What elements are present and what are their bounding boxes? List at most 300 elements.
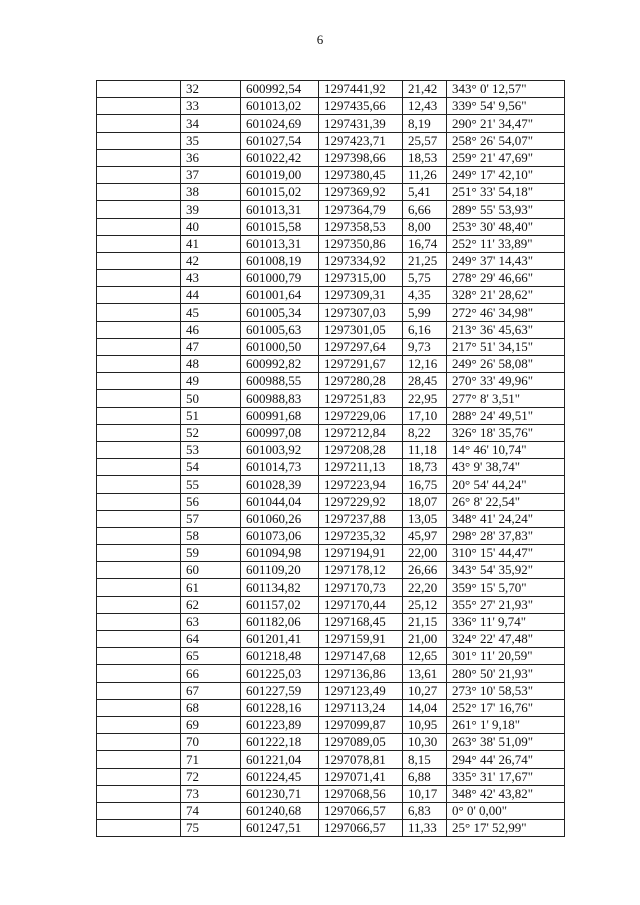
empty-cell	[97, 682, 181, 699]
x-coordinate-cell: 601230,71	[241, 785, 319, 802]
y-coordinate-cell: 1297350,86	[319, 235, 403, 252]
bearing-cell: 252° 11' 33,89"	[447, 235, 565, 252]
table-row	[97, 184, 565, 201]
distance-cell: 11,33	[403, 820, 447, 837]
bearing-cell: 263° 38' 51,09"	[447, 734, 565, 751]
bearing-cell: 217° 51' 34,15"	[447, 338, 565, 355]
point-number-cell: 41	[181, 235, 241, 252]
distance-cell: 8,22	[403, 424, 447, 441]
point-number-cell: 43	[181, 270, 241, 287]
point-number-cell: 72	[181, 768, 241, 785]
point-number-cell: 46	[181, 321, 241, 338]
x-coordinate-cell: 600992,54	[241, 81, 319, 98]
y-coordinate-cell: 1297280,28	[319, 373, 403, 390]
empty-cell	[97, 252, 181, 269]
y-coordinate-cell: 1297334,92	[319, 252, 403, 269]
distance-cell: 12,65	[403, 648, 447, 665]
distance-cell: 11,26	[403, 166, 447, 183]
x-coordinate-cell: 601015,58	[241, 218, 319, 235]
empty-cell	[97, 287, 181, 304]
bearing-cell: 348° 41' 24,24"	[447, 510, 565, 527]
point-number-cell: 69	[181, 716, 241, 733]
point-number-cell: 74	[181, 802, 241, 819]
empty-cell	[97, 373, 181, 390]
point-number-cell: 38	[181, 184, 241, 201]
empty-cell	[97, 768, 181, 785]
empty-cell	[97, 459, 181, 476]
distance-cell: 5,41	[403, 184, 447, 201]
point-number-cell: 63	[181, 613, 241, 630]
x-coordinate-cell: 601028,39	[241, 476, 319, 493]
distance-cell: 25,12	[403, 596, 447, 613]
point-number-cell: 61	[181, 579, 241, 596]
point-number-cell: 67	[181, 682, 241, 699]
distance-cell: 21,25	[403, 252, 447, 269]
x-coordinate-cell: 601027,54	[241, 132, 319, 149]
table-row	[97, 166, 565, 183]
point-number-cell: 48	[181, 356, 241, 373]
bearing-cell: 249° 17' 42,10"	[447, 166, 565, 183]
y-coordinate-cell: 1297211,13	[319, 459, 403, 476]
bearing-cell: 288° 24' 49,51"	[447, 407, 565, 424]
table-row	[97, 115, 565, 132]
distance-cell: 14,04	[403, 699, 447, 716]
point-number-cell: 32	[181, 81, 241, 98]
point-number-cell: 36	[181, 149, 241, 166]
x-coordinate-cell: 601013,31	[241, 201, 319, 218]
empty-cell	[97, 304, 181, 321]
table-row	[97, 149, 565, 166]
point-number-cell: 75	[181, 820, 241, 837]
y-coordinate-cell: 1297229,06	[319, 407, 403, 424]
point-number-cell: 39	[181, 201, 241, 218]
empty-cell	[97, 356, 181, 373]
bearing-cell: 339° 54' 9,56"	[447, 98, 565, 115]
table-row	[97, 631, 565, 648]
table-row	[97, 424, 565, 441]
y-coordinate-cell: 1297078,81	[319, 751, 403, 768]
x-coordinate-cell: 601003,92	[241, 441, 319, 458]
point-number-cell: 65	[181, 648, 241, 665]
y-coordinate-cell: 1297364,79	[319, 201, 403, 218]
table-row	[97, 287, 565, 304]
bearing-cell: 290° 21' 34,47"	[447, 115, 565, 132]
y-coordinate-cell: 1297071,41	[319, 768, 403, 785]
y-coordinate-cell: 1297178,12	[319, 562, 403, 579]
y-coordinate-cell: 1297369,92	[319, 184, 403, 201]
table-row	[97, 493, 565, 510]
y-coordinate-cell: 1297066,57	[319, 820, 403, 837]
empty-cell	[97, 390, 181, 407]
point-number-cell: 33	[181, 98, 241, 115]
distance-cell: 4,35	[403, 287, 447, 304]
empty-cell	[97, 407, 181, 424]
table-row	[97, 820, 565, 837]
bearing-cell: 278° 29' 46,66"	[447, 270, 565, 287]
point-number-cell: 45	[181, 304, 241, 321]
bearing-cell: 289° 55' 53,93"	[447, 201, 565, 218]
y-coordinate-cell: 1297431,39	[319, 115, 403, 132]
x-coordinate-cell: 601005,63	[241, 321, 319, 338]
bearing-cell: 25° 17' 52,99"	[447, 820, 565, 837]
table-row	[97, 373, 565, 390]
bearing-cell: 336° 11' 9,74"	[447, 613, 565, 630]
table-row	[97, 751, 565, 768]
y-coordinate-cell: 1297291,67	[319, 356, 403, 373]
table-row	[97, 545, 565, 562]
empty-cell	[97, 270, 181, 287]
point-number-cell: 66	[181, 665, 241, 682]
distance-cell: 28,45	[403, 373, 447, 390]
bearing-cell: 343° 0' 12,57"	[447, 81, 565, 98]
bearing-cell: 261° 1' 9,18"	[447, 716, 565, 733]
bearing-cell: 253° 30' 48,40"	[447, 218, 565, 235]
distance-cell: 17,10	[403, 407, 447, 424]
table-row	[97, 802, 565, 819]
bearing-cell: 277° 8' 3,51"	[447, 390, 565, 407]
distance-cell: 10,95	[403, 716, 447, 733]
table-row	[97, 441, 565, 458]
y-coordinate-cell: 1297089,05	[319, 734, 403, 751]
x-coordinate-cell: 601157,02	[241, 596, 319, 613]
bearing-cell: 301° 11' 20,59"	[447, 648, 565, 665]
point-number-cell: 40	[181, 218, 241, 235]
y-coordinate-cell: 1297441,92	[319, 81, 403, 98]
distance-cell: 21,00	[403, 631, 447, 648]
empty-cell	[97, 665, 181, 682]
bearing-cell: 213° 36' 45,63"	[447, 321, 565, 338]
distance-cell: 13,61	[403, 665, 447, 682]
bearing-cell: 0° 0' 0,00"	[447, 802, 565, 819]
x-coordinate-cell: 601182,06	[241, 613, 319, 630]
point-number-cell: 64	[181, 631, 241, 648]
x-coordinate-cell: 601224,45	[241, 768, 319, 785]
empty-cell	[97, 613, 181, 630]
x-coordinate-cell: 601044,04	[241, 493, 319, 510]
x-coordinate-cell: 600988,83	[241, 390, 319, 407]
table-row	[97, 579, 565, 596]
point-number-cell: 50	[181, 390, 241, 407]
empty-cell	[97, 716, 181, 733]
empty-cell	[97, 734, 181, 751]
x-coordinate-cell: 601218,48	[241, 648, 319, 665]
table-row	[97, 665, 565, 682]
distance-cell: 8,00	[403, 218, 447, 235]
empty-cell	[97, 338, 181, 355]
empty-cell	[97, 149, 181, 166]
y-coordinate-cell: 1297159,91	[319, 631, 403, 648]
distance-cell: 45,97	[403, 527, 447, 544]
y-coordinate-cell: 1297237,88	[319, 510, 403, 527]
bearing-cell: 43° 9' 38,74"	[447, 459, 565, 476]
table-row	[97, 734, 565, 751]
distance-cell: 6,16	[403, 321, 447, 338]
bearing-cell: 20° 54' 44,24"	[447, 476, 565, 493]
x-coordinate-cell: 601201,41	[241, 631, 319, 648]
empty-cell	[97, 562, 181, 579]
point-number-cell: 62	[181, 596, 241, 613]
bearing-cell: 343° 54' 35,92"	[447, 562, 565, 579]
distance-cell: 25,57	[403, 132, 447, 149]
x-coordinate-cell: 601000,79	[241, 270, 319, 287]
empty-cell	[97, 201, 181, 218]
empty-cell	[97, 115, 181, 132]
x-coordinate-cell: 601094,98	[241, 545, 319, 562]
table-row	[97, 390, 565, 407]
point-number-cell: 57	[181, 510, 241, 527]
y-coordinate-cell: 1297068,56	[319, 785, 403, 802]
point-number-cell: 56	[181, 493, 241, 510]
distance-cell: 12,43	[403, 98, 447, 115]
table-row	[97, 510, 565, 527]
x-coordinate-cell: 601134,82	[241, 579, 319, 596]
x-coordinate-cell: 601013,02	[241, 98, 319, 115]
distance-cell: 21,15	[403, 613, 447, 630]
empty-cell	[97, 321, 181, 338]
empty-cell	[97, 184, 181, 201]
x-coordinate-cell: 601015,02	[241, 184, 319, 201]
point-number-cell: 42	[181, 252, 241, 269]
table-row	[97, 81, 565, 98]
x-coordinate-cell: 601019,00	[241, 166, 319, 183]
bearing-cell: 258° 26' 54,07"	[447, 132, 565, 149]
table-row	[97, 527, 565, 544]
distance-cell: 11,18	[403, 441, 447, 458]
distance-cell: 10,27	[403, 682, 447, 699]
empty-cell	[97, 218, 181, 235]
point-number-cell: 71	[181, 751, 241, 768]
distance-cell: 26,66	[403, 562, 447, 579]
x-coordinate-cell: 601024,69	[241, 115, 319, 132]
distance-cell: 18,73	[403, 459, 447, 476]
y-coordinate-cell: 1297066,57	[319, 802, 403, 819]
y-coordinate-cell: 1297301,05	[319, 321, 403, 338]
x-coordinate-cell: 601227,59	[241, 682, 319, 699]
y-coordinate-cell: 1297297,64	[319, 338, 403, 355]
table-row	[97, 304, 565, 321]
point-number-cell: 53	[181, 441, 241, 458]
table-row	[97, 562, 565, 579]
y-coordinate-cell: 1297309,31	[319, 287, 403, 304]
y-coordinate-cell: 1297147,68	[319, 648, 403, 665]
empty-cell	[97, 785, 181, 802]
bearing-cell: 252° 17' 16,76"	[447, 699, 565, 716]
table-row	[97, 235, 565, 252]
x-coordinate-cell: 600988,55	[241, 373, 319, 390]
y-coordinate-cell: 1297170,73	[319, 579, 403, 596]
point-number-cell: 55	[181, 476, 241, 493]
y-coordinate-cell: 1297358,53	[319, 218, 403, 235]
bearing-cell: 270° 33' 49,96"	[447, 373, 565, 390]
bearing-cell: 359° 15' 5,70"	[447, 579, 565, 596]
point-number-cell: 73	[181, 785, 241, 802]
x-coordinate-cell: 601001,64	[241, 287, 319, 304]
empty-cell	[97, 476, 181, 493]
y-coordinate-cell: 1297223,94	[319, 476, 403, 493]
distance-cell: 12,16	[403, 356, 447, 373]
x-coordinate-cell: 601109,20	[241, 562, 319, 579]
bearing-cell: 310° 15' 44,47"	[447, 545, 565, 562]
table-row	[97, 252, 565, 269]
distance-cell: 10,17	[403, 785, 447, 802]
bearing-cell: 251° 33' 54,18"	[447, 184, 565, 201]
point-number-cell: 44	[181, 287, 241, 304]
x-coordinate-cell: 601247,51	[241, 820, 319, 837]
table-row	[97, 648, 565, 665]
table-row	[97, 321, 565, 338]
y-coordinate-cell: 1297194,91	[319, 545, 403, 562]
y-coordinate-cell: 1297208,28	[319, 441, 403, 458]
empty-cell	[97, 510, 181, 527]
distance-cell: 22,00	[403, 545, 447, 562]
table-row	[97, 356, 565, 373]
bearing-cell: 26° 8' 22,54"	[447, 493, 565, 510]
bearing-cell: 335° 31' 17,67"	[447, 768, 565, 785]
table-row	[97, 716, 565, 733]
point-number-cell: 37	[181, 166, 241, 183]
x-coordinate-cell: 601222,18	[241, 734, 319, 751]
bearing-cell: 249° 37' 14,43"	[447, 252, 565, 269]
empty-cell	[97, 81, 181, 98]
y-coordinate-cell: 1297380,45	[319, 166, 403, 183]
y-coordinate-cell: 1297435,66	[319, 98, 403, 115]
y-coordinate-cell: 1297398,66	[319, 149, 403, 166]
distance-cell: 8,19	[403, 115, 447, 132]
table-row	[97, 98, 565, 115]
table-row	[97, 785, 565, 802]
y-coordinate-cell: 1297307,03	[319, 304, 403, 321]
table-row	[97, 338, 565, 355]
bearing-cell: 324° 22' 47,48"	[447, 631, 565, 648]
x-coordinate-cell: 601073,06	[241, 527, 319, 544]
distance-cell: 6,66	[403, 201, 447, 218]
bearing-cell: 14° 46' 10,74"	[447, 441, 565, 458]
table-row	[97, 201, 565, 218]
point-number-cell: 35	[181, 132, 241, 149]
x-coordinate-cell: 601221,04	[241, 751, 319, 768]
y-coordinate-cell: 1297229,92	[319, 493, 403, 510]
point-number-cell: 34	[181, 115, 241, 132]
table-row	[97, 476, 565, 493]
bearing-cell: 326° 18' 35,76"	[447, 424, 565, 441]
bearing-cell: 294° 44' 26,74"	[447, 751, 565, 768]
page-number: 6	[316, 32, 324, 47]
x-coordinate-cell: 600991,68	[241, 407, 319, 424]
y-coordinate-cell: 1297170,44	[319, 596, 403, 613]
empty-cell	[97, 802, 181, 819]
point-number-cell: 60	[181, 562, 241, 579]
x-coordinate-cell: 600997,08	[241, 424, 319, 441]
x-coordinate-cell: 601022,42	[241, 149, 319, 166]
distance-cell: 18,53	[403, 149, 447, 166]
x-coordinate-cell: 600992,82	[241, 356, 319, 373]
empty-cell	[97, 699, 181, 716]
table-row	[97, 768, 565, 785]
empty-cell	[97, 441, 181, 458]
distance-cell: 16,75	[403, 476, 447, 493]
x-coordinate-cell: 601228,16	[241, 699, 319, 716]
y-coordinate-cell: 1297168,45	[319, 613, 403, 630]
point-number-cell: 52	[181, 424, 241, 441]
bearing-cell: 298° 28' 37,83"	[447, 527, 565, 544]
bearing-cell: 280° 50' 21,93"	[447, 665, 565, 682]
empty-cell	[97, 545, 181, 562]
empty-cell	[97, 424, 181, 441]
distance-cell: 6,83	[403, 802, 447, 819]
point-number-cell: 54	[181, 459, 241, 476]
empty-cell	[97, 98, 181, 115]
distance-cell: 22,20	[403, 579, 447, 596]
coordinates-table-body	[97, 81, 565, 837]
table-row	[97, 459, 565, 476]
x-coordinate-cell: 601014,73	[241, 459, 319, 476]
x-coordinate-cell: 601005,34	[241, 304, 319, 321]
distance-cell: 18,07	[403, 493, 447, 510]
table-row	[97, 596, 565, 613]
distance-cell: 10,30	[403, 734, 447, 751]
empty-cell	[97, 648, 181, 665]
table-row	[97, 407, 565, 424]
empty-cell	[97, 596, 181, 613]
point-number-cell: 51	[181, 407, 241, 424]
distance-cell: 5,75	[403, 270, 447, 287]
distance-cell: 9,73	[403, 338, 447, 355]
y-coordinate-cell: 1297099,87	[319, 716, 403, 733]
point-number-cell: 49	[181, 373, 241, 390]
y-coordinate-cell: 1297113,24	[319, 699, 403, 716]
y-coordinate-cell: 1297423,71	[319, 132, 403, 149]
point-number-cell: 47	[181, 338, 241, 355]
y-coordinate-cell: 1297251,83	[319, 390, 403, 407]
point-number-cell: 59	[181, 545, 241, 562]
empty-cell	[97, 493, 181, 510]
y-coordinate-cell: 1297235,32	[319, 527, 403, 544]
y-coordinate-cell: 1297123,49	[319, 682, 403, 699]
table-row	[97, 270, 565, 287]
empty-cell	[97, 527, 181, 544]
distance-cell: 5,99	[403, 304, 447, 321]
distance-cell: 21,42	[403, 81, 447, 98]
x-coordinate-cell: 601240,68	[241, 802, 319, 819]
empty-cell	[97, 579, 181, 596]
coordinates-table	[96, 80, 565, 837]
distance-cell: 6,88	[403, 768, 447, 785]
y-coordinate-cell: 1297315,00	[319, 270, 403, 287]
table-row	[97, 132, 565, 149]
table-row	[97, 699, 565, 716]
empty-cell	[97, 235, 181, 252]
bearing-cell: 272° 46' 34,98"	[447, 304, 565, 321]
empty-cell	[97, 820, 181, 837]
bearing-cell: 355° 27' 21,93"	[447, 596, 565, 613]
distance-cell: 13,05	[403, 510, 447, 527]
bearing-cell: 328° 21' 28,62"	[447, 287, 565, 304]
bearing-cell: 273° 10' 58,53"	[447, 682, 565, 699]
x-coordinate-cell: 601013,31	[241, 235, 319, 252]
table-row	[97, 682, 565, 699]
point-number-cell: 68	[181, 699, 241, 716]
y-coordinate-cell: 1297136,86	[319, 665, 403, 682]
empty-cell	[97, 751, 181, 768]
empty-cell	[97, 166, 181, 183]
x-coordinate-cell: 601008,19	[241, 252, 319, 269]
y-coordinate-cell: 1297212,84	[319, 424, 403, 441]
x-coordinate-cell: 601225,03	[241, 665, 319, 682]
distance-cell: 8,15	[403, 751, 447, 768]
table-row	[97, 613, 565, 630]
bearing-cell: 249° 26' 58,08"	[447, 356, 565, 373]
table-row	[97, 218, 565, 235]
